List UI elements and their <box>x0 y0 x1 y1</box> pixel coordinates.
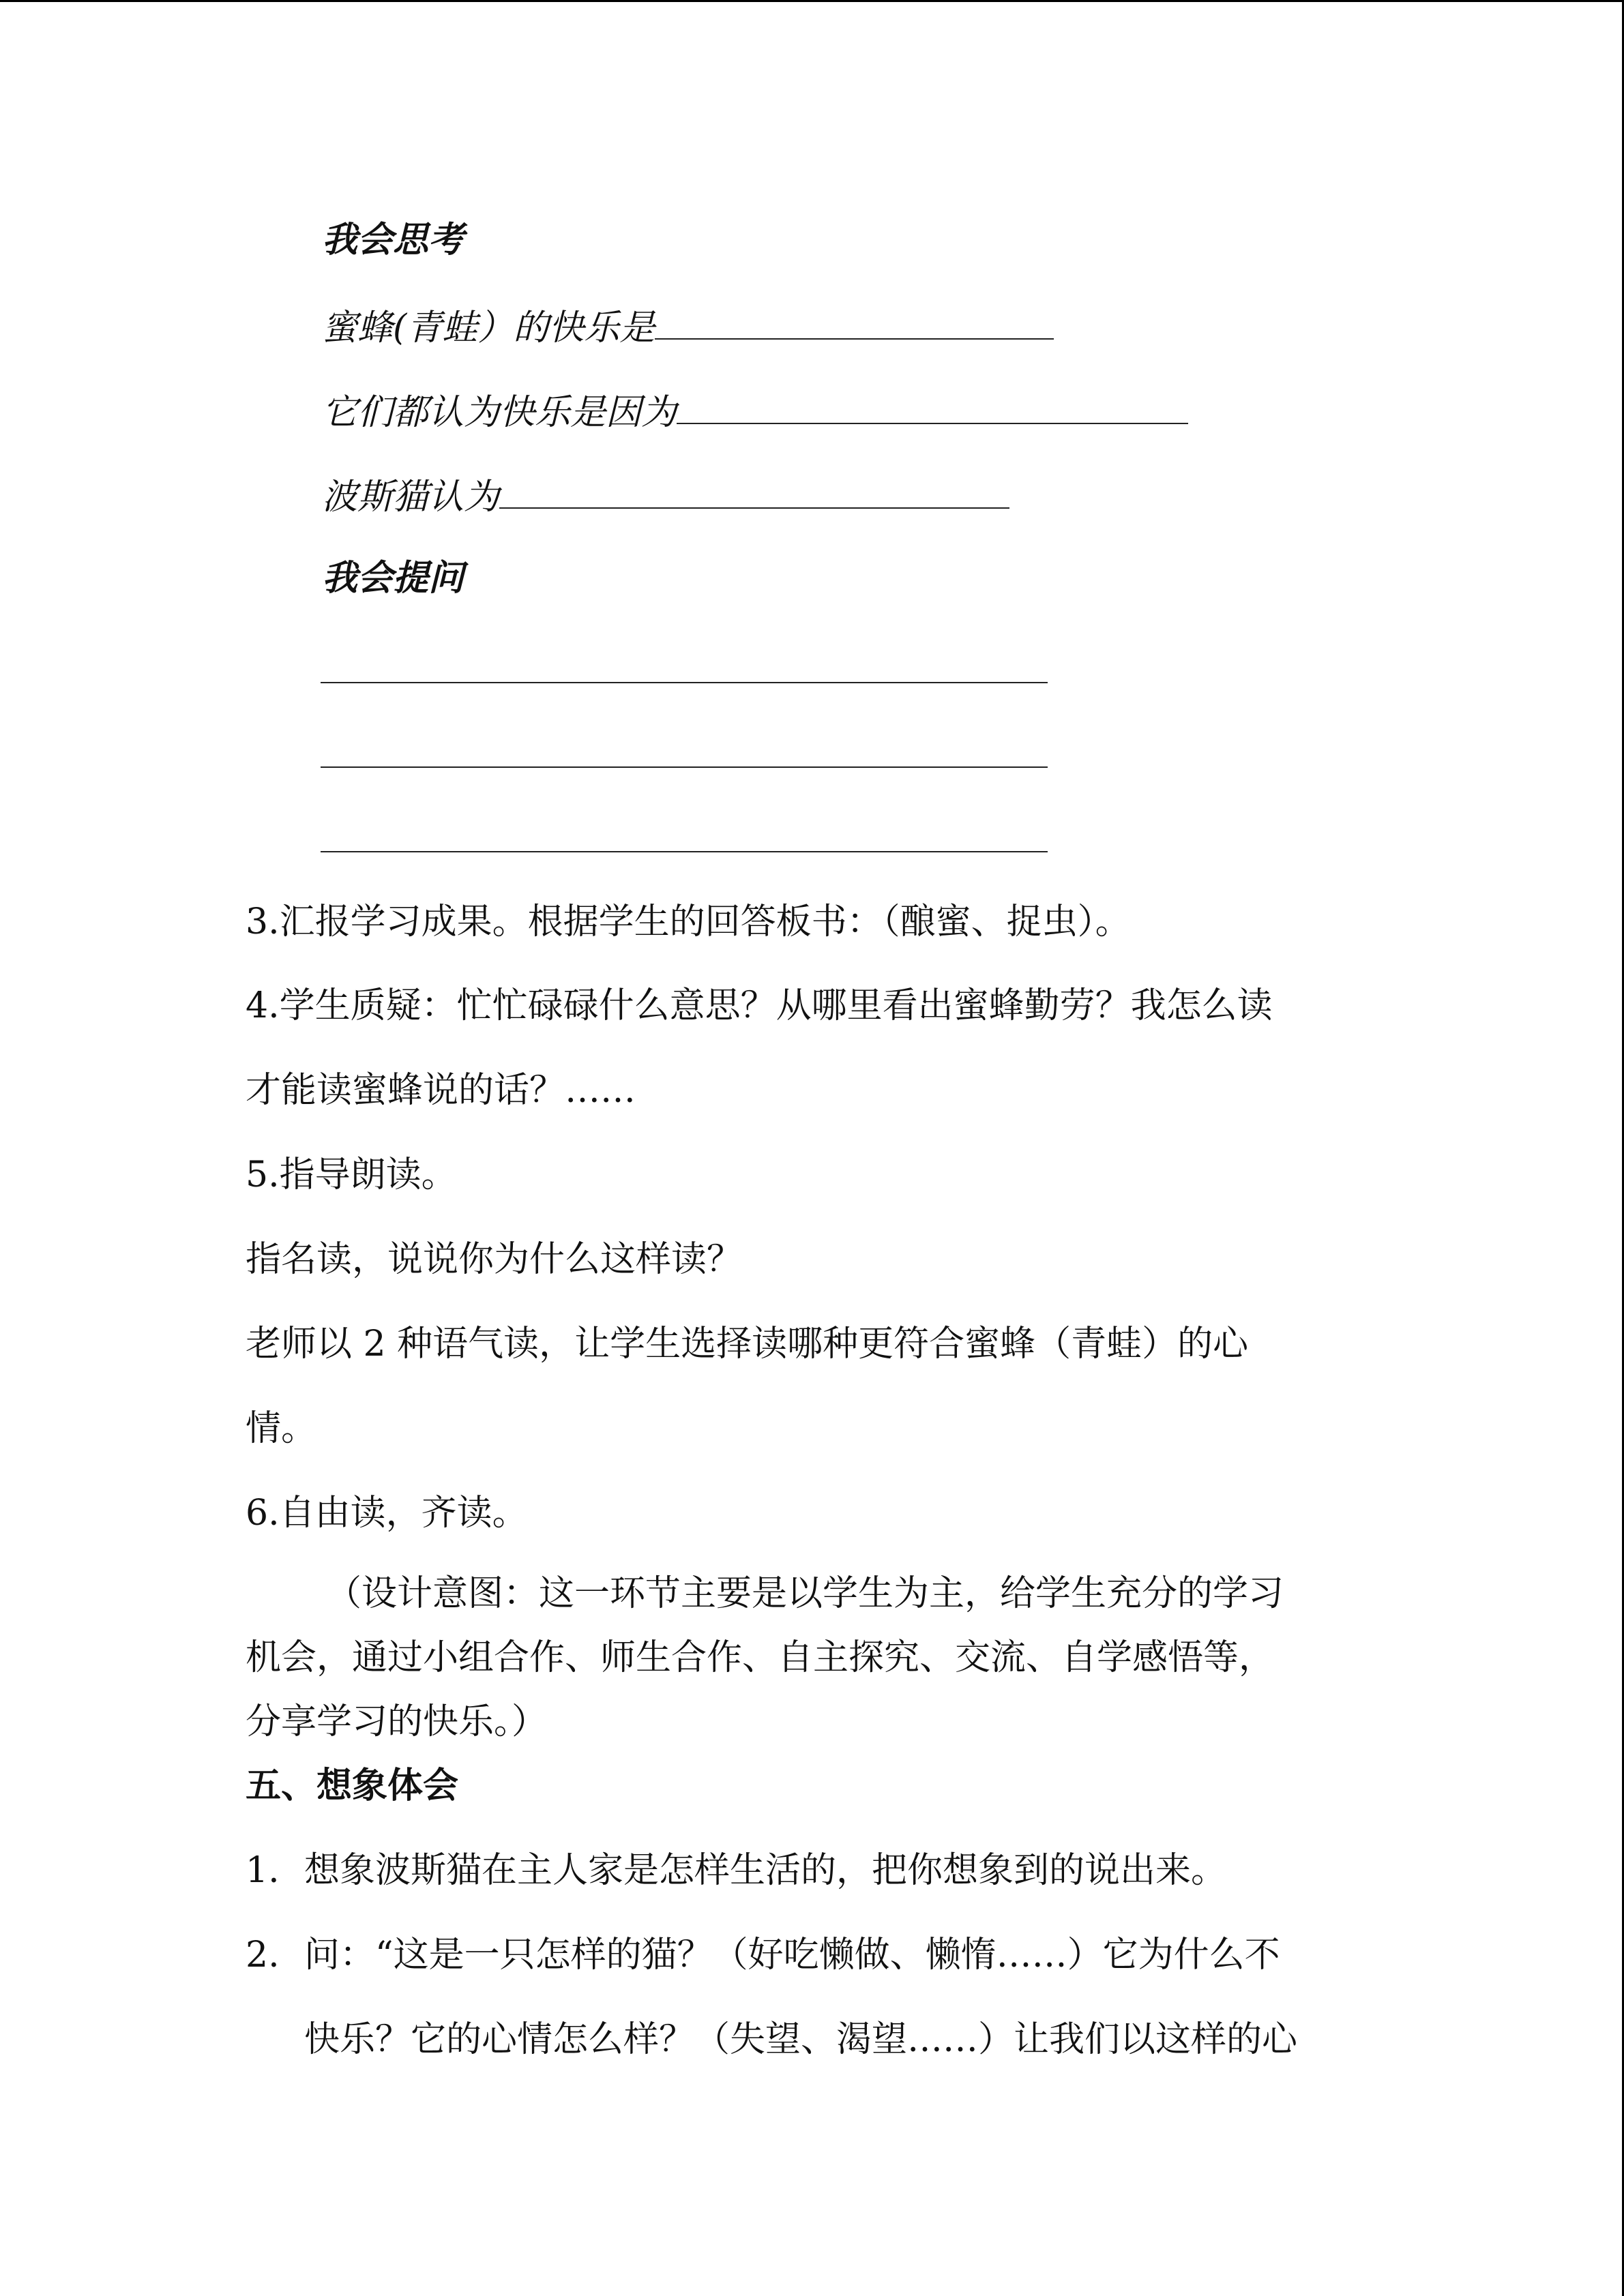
section-5-heading: 五、想象体会 <box>246 1765 459 1806</box>
design-note-line-2: 机会，通过小组合作、师生合作、自主探究、交流、自学感悟等， <box>246 1637 1275 1678</box>
think-line-2: 它们都认为快乐是因为 <box>322 387 1188 434</box>
think-line-1: 蜜蜂(青蛙）的快乐是 <box>322 303 1054 350</box>
step-4-line-1: 4.学生质疑：忙忙碌碌什么意思？从哪里看出蜜蜂勤劳？我怎么读 <box>246 985 1273 1026</box>
design-note-line-1: （设计意图：这一环节主要是以学生为主，给学生充分的学习 <box>326 1573 1284 1614</box>
think-heading: 我会思考 <box>322 219 464 260</box>
step-6: 6.自由读，齐读。 <box>246 1493 528 1534</box>
step-5: 5.指导朗读。 <box>246 1154 457 1195</box>
think-line-3: 波斯猫认为 <box>322 472 1009 519</box>
step-4-line-2: 才能读蜜蜂说的话？…… <box>246 1070 636 1111</box>
step-3: 3.汇报学习成果。根据学生的回答板书：（酿蜜、捉虫）。 <box>246 901 1131 942</box>
section-5-item-1-number: 1. <box>246 1850 280 1891</box>
question-line-3[interactable] <box>321 851 1048 852</box>
question-line-1[interactable] <box>321 682 1048 683</box>
step-5-tone-line-2: 情。 <box>246 1408 317 1449</box>
section-5-item-2-line-1: 问：“这是一只怎样的猫？（好吃懒做、懒惰……）它为什么不 <box>304 1935 1280 1976</box>
section-5-item-1: 想象波斯猫在主人家是怎样生活的，把你想象到的说出来。 <box>304 1850 1227 1891</box>
step-5-tone-line-1: 老师以 2 种语气读，让学生选择读哪种更符合蜜蜂（青蛙）的心 <box>246 1324 1249 1365</box>
fill-blank-1[interactable] <box>655 303 1054 340</box>
section-5-item-2-number: 2. <box>246 1935 280 1976</box>
fill-blank-2[interactable] <box>677 387 1188 424</box>
design-note-line-3: 分享学习的快乐。） <box>246 1701 548 1742</box>
page-top-border <box>0 0 1624 2</box>
section-5-item-2-line-2: 快乐？它的心情怎么样？（失望、渴望……）让我们以这样的心 <box>304 2019 1298 2060</box>
step-5-read-by-name: 指名读，说说你为什么这样读？ <box>246 1239 743 1280</box>
question-line-2[interactable] <box>321 766 1048 768</box>
fill-blank-3[interactable] <box>499 472 1009 509</box>
ask-heading: 我会提问 <box>322 557 464 599</box>
